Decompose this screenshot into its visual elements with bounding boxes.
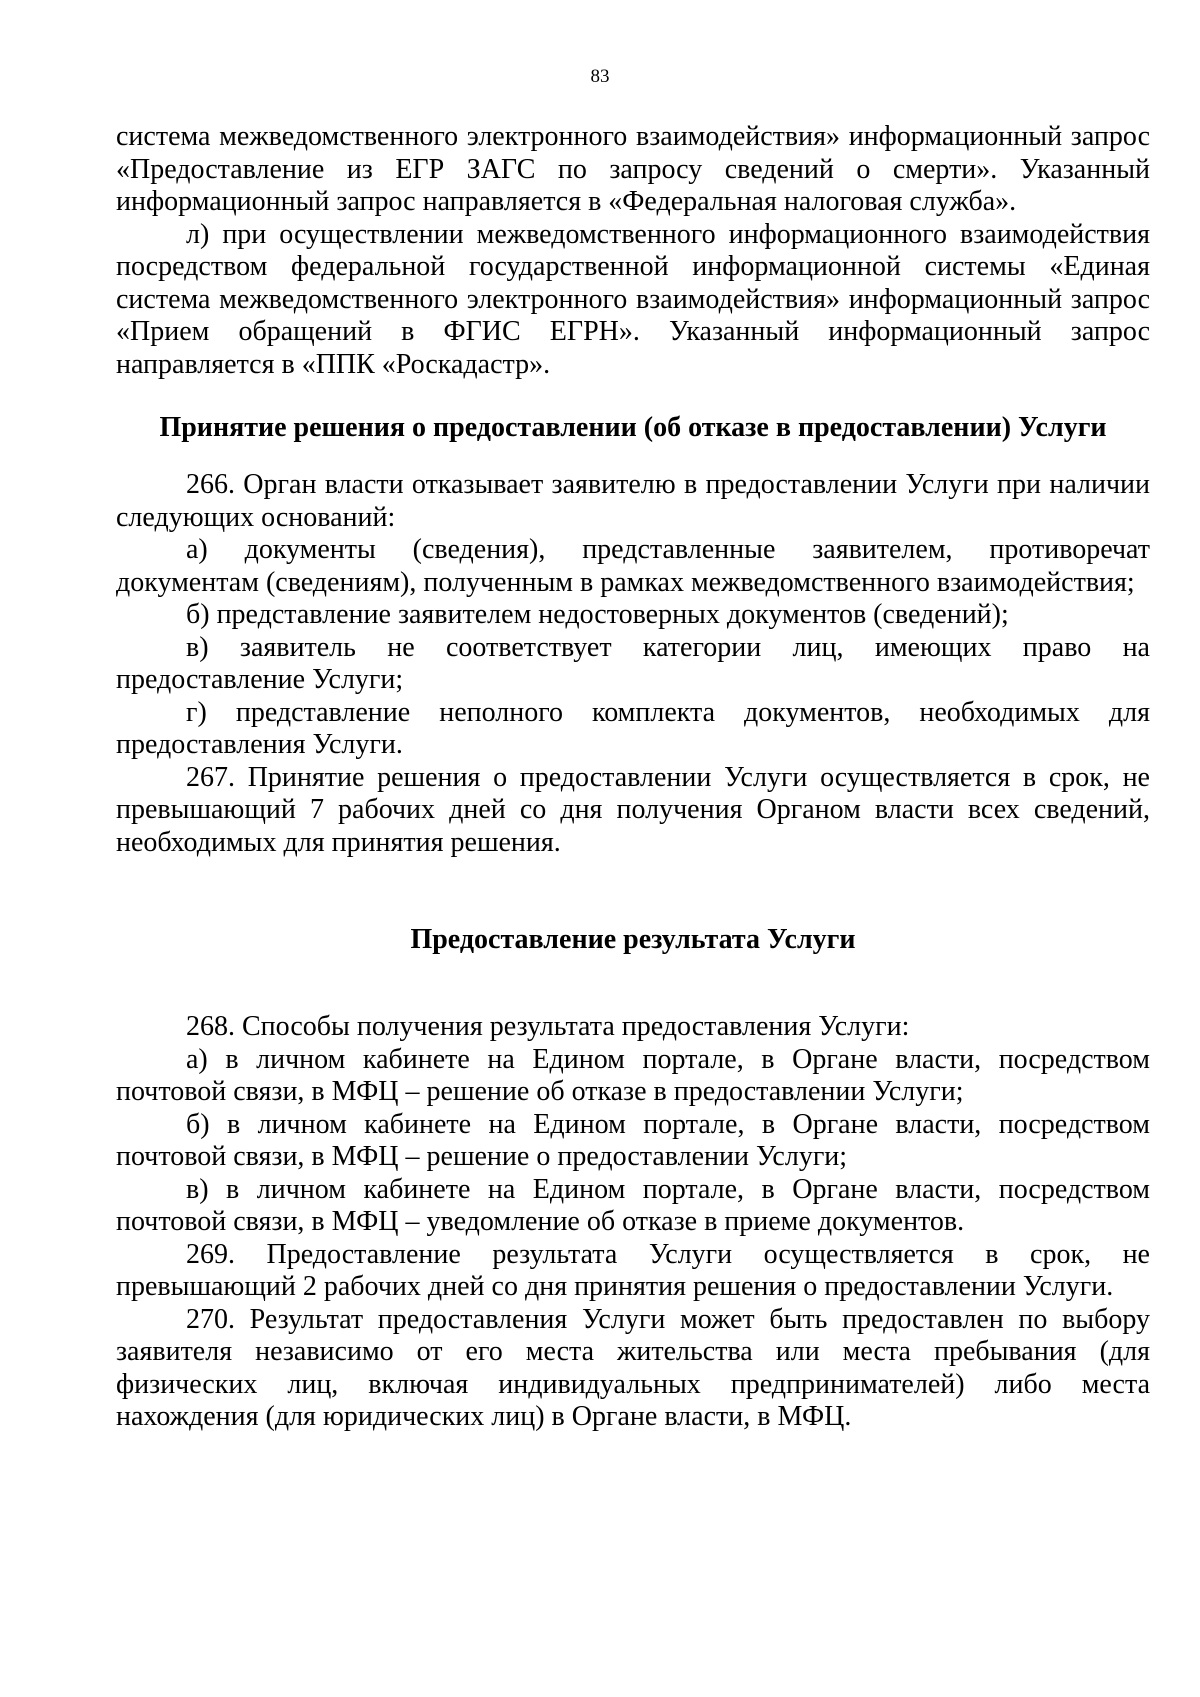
section-heading-result: Предоставление результата Услуги [410, 924, 856, 955]
paragraph: л) при осуществлении межведомственного информационного взаимодействия посредством федеральной государственной информационной системы «Единая система межведомственного электронного взаимодействия» информационный запрос «Прием обращений в ФГИС ЕГРН». Указанный информационный запрос направляется в «ППК «Роскадастр». [116, 218, 1150, 380]
paragraph: 268. Способы получения результата предоставления Услуги: [186, 1011, 910, 1042]
section-result [116, 1011, 1150, 1434]
list-item: а) в личном кабинете на Едином портале, в Органе власти, посредством почтовой связи, в МФЦ – решение об отказе в предоставлении Услуги; [116, 1043, 1150, 1107]
section-heading-decision: Принятие решения о предоставлении (об отказе в предоставлении) Услуги [159, 412, 1107, 443]
paragraph: система межведомственного электронного взаимодействия» информационный запрос «Предоставление из ЕГР ЗАГС по запросу сведений о смерти». Указанный информационный запрос направляется в «Федеральная налоговая служба». [116, 121, 1150, 217]
page-number: 83 [590, 66, 610, 87]
list-item: в) заявитель не соответствует категории лиц, имеющих право на предоставление Услуги; [116, 631, 1150, 695]
paragraph: 266. Орган власти отказывает заявителю в предоставлении Услуги при наличии следующих оснований: [116, 469, 1150, 533]
paragraph: 269. Предоставление результата Услуги осуществляется в срок, не превышающий 2 рабочих дней со дня принятия решения о предоставлении Услуги. [116, 1238, 1150, 1302]
paragraph: 267. Принятие решения о предоставлении Услуги осуществляется в срок, не превышающий 7 рабочих дней со дня получения Органом власти всех сведений, необходимых для принятия решения. [116, 761, 1150, 858]
list-item: б) в личном кабинете на Едином портале, в Органе власти, посредством почтовой связи, в МФЦ – решение о предоставлении Услуги; [116, 1108, 1150, 1172]
list-item: в) в личном кабинете на Едином портале, в Органе власти, посредством почтовой связи, в МФЦ – уведомление об отказе в приеме документов. [116, 1173, 1150, 1237]
section-continuation [116, 121, 1150, 381]
section-decision [116, 469, 1150, 859]
list-item: а) документы (сведения), представленные заявителем, противоречат документам (сведениям), полученным в рамках межведомственного взаимодействия; [116, 534, 1150, 598]
paragraph: 270. Результат предоставления Услуги может быть предоставлен по выбору заявителя независимо от его места жительства или места пребывания (для физических лиц, включая индивидуальных предпринимателей) либо места нахождения (для юридических лиц) в Органе власти, в МФЦ. [116, 1303, 1150, 1432]
list-item: б) представление заявителем недостоверных документов (сведений); [186, 599, 1009, 630]
list-item: г) представление неполного комплекта документов, необходимых для предоставления Услуги. [116, 696, 1150, 760]
